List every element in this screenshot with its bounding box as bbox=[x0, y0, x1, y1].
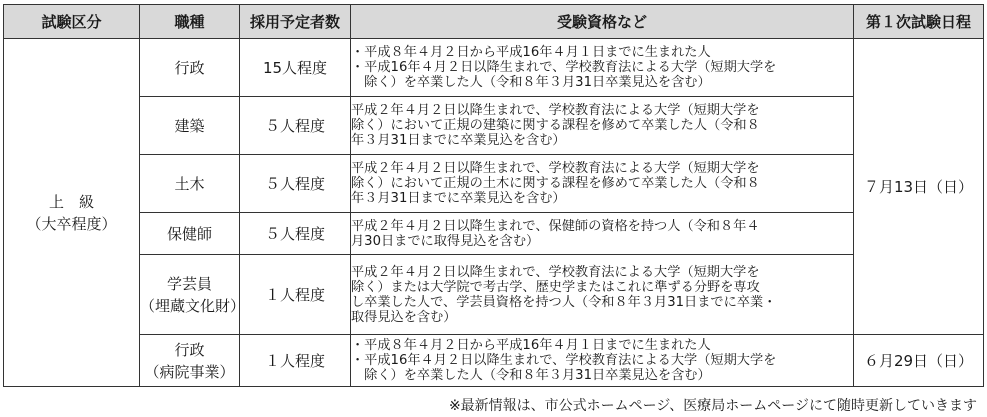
qualification-cell bbox=[351, 97, 854, 155]
table-row bbox=[4, 39, 984, 97]
count-cell: １人程度 bbox=[240, 255, 351, 335]
count-cell: ５人程度 bbox=[240, 155, 351, 213]
job-cell bbox=[140, 213, 240, 255]
count-cell: １人程度 bbox=[240, 335, 351, 387]
count-cell: ５人程度 bbox=[240, 213, 351, 255]
header-count: 採用予定者数 bbox=[240, 5, 351, 39]
qualification-line: 平成２年４月２日以降生まれで、学校教育法による大学（短期大学を bbox=[351, 264, 760, 280]
qualification-cell bbox=[351, 39, 854, 97]
qualification-cell bbox=[351, 255, 854, 335]
qualification-line: ・平成８年４月２日から平成16年４月１日までに生まれた人 bbox=[351, 45, 711, 60]
qualification-line: 平成２年４月２日以降生まれで、学校教育法による大学（短期大学を bbox=[351, 103, 760, 118]
header-category: 試験区分 bbox=[4, 5, 140, 39]
category-cell bbox=[4, 39, 140, 387]
table-row bbox=[4, 97, 984, 155]
header-row bbox=[4, 5, 984, 39]
qualification-line: し卒業した人で、学芸員資格を持つ人（令和８年３月31日までに卒業・ bbox=[351, 294, 777, 310]
job-name: 土木 bbox=[174, 174, 205, 193]
job-name: 建築 bbox=[174, 116, 205, 135]
qualification-line: 平成２年４月２日以降生まれで、学校教育法による大学（短期大学を bbox=[351, 161, 760, 176]
qualification-line: 除く）を卒業した人（令和８年３月31日卒業見込を含む） bbox=[351, 75, 711, 90]
qualification-line: ・平成８年４月２日から平成16年４月１日までに生まれた人 bbox=[351, 338, 711, 353]
exam-table bbox=[3, 4, 984, 387]
qualification-line: 年３月31日までに卒業見込を含む） bbox=[351, 133, 566, 148]
job-name: 行政 bbox=[174, 340, 205, 359]
job-subname: （埋蔵文化財） bbox=[140, 296, 246, 315]
footnote: ※最新情報は、市公式ホームページ、医療局ホームページにて随時更新していきます bbox=[448, 398, 977, 414]
job-cell bbox=[140, 97, 240, 155]
table-row bbox=[4, 255, 984, 335]
header-qualification: 受験資格など bbox=[351, 5, 854, 39]
qualification-cell bbox=[351, 155, 854, 213]
header-date: 第１次試験日程 bbox=[854, 5, 984, 39]
qualification-line: 除く）を卒業した人（令和８年３月31日卒業見込を含む） bbox=[351, 368, 711, 383]
job-name: 保健師 bbox=[166, 224, 212, 243]
table-row bbox=[4, 155, 984, 213]
qualification-line: ・平成16年４月２日以降生まれで、学校教育法による大学（短期大学を bbox=[351, 60, 777, 75]
qualification-line: 除く）または大学院で考古学、歴史学またはこれに準ずる分野を専攻 bbox=[351, 279, 760, 295]
qualification-line: 年３月31日までに卒業見込を含む） bbox=[351, 191, 566, 206]
count-cell: ５人程度 bbox=[240, 97, 351, 155]
count-cell: 15人程度 bbox=[240, 39, 351, 97]
job-name: 学芸員 bbox=[166, 274, 212, 293]
category-name: 上 級 bbox=[48, 192, 94, 211]
exam-date-cell: ７月13日（日） bbox=[854, 39, 984, 335]
header-job: 職種 bbox=[140, 5, 240, 39]
job-cell bbox=[140, 155, 240, 213]
qualification-line: ・平成16年４月２日以降生まれで、学校教育法による大学（短期大学を bbox=[351, 353, 777, 368]
job-cell bbox=[140, 335, 240, 387]
qualification-line: 除く）において正規の建築に関する課程を修めて卒業した人（令和８ bbox=[351, 118, 760, 133]
job-subname: （病院事業） bbox=[144, 362, 235, 381]
job-name: 行政 bbox=[174, 58, 205, 77]
qualification-line: 月30日までに取得見込を含む） bbox=[351, 233, 540, 249]
category-level: （大卒程度） bbox=[26, 214, 117, 233]
qualification-line: 平成２年４月２日以降生まれで、保健師の資格を持つ人（令和８年４ bbox=[351, 218, 760, 234]
qualification-line: 除く）において正規の土木に関する課程を修めて卒業した人（令和８ bbox=[351, 176, 760, 191]
table-row bbox=[4, 335, 984, 387]
qualification-cell bbox=[351, 213, 854, 255]
job-cell bbox=[140, 39, 240, 97]
table-row bbox=[4, 213, 984, 255]
qualification-cell bbox=[351, 335, 854, 387]
exam-date-cell-hospital: ６月29日（日） bbox=[854, 335, 984, 387]
job-cell bbox=[140, 255, 246, 335]
qualification-line: 取得見込を含む） bbox=[351, 309, 457, 325]
